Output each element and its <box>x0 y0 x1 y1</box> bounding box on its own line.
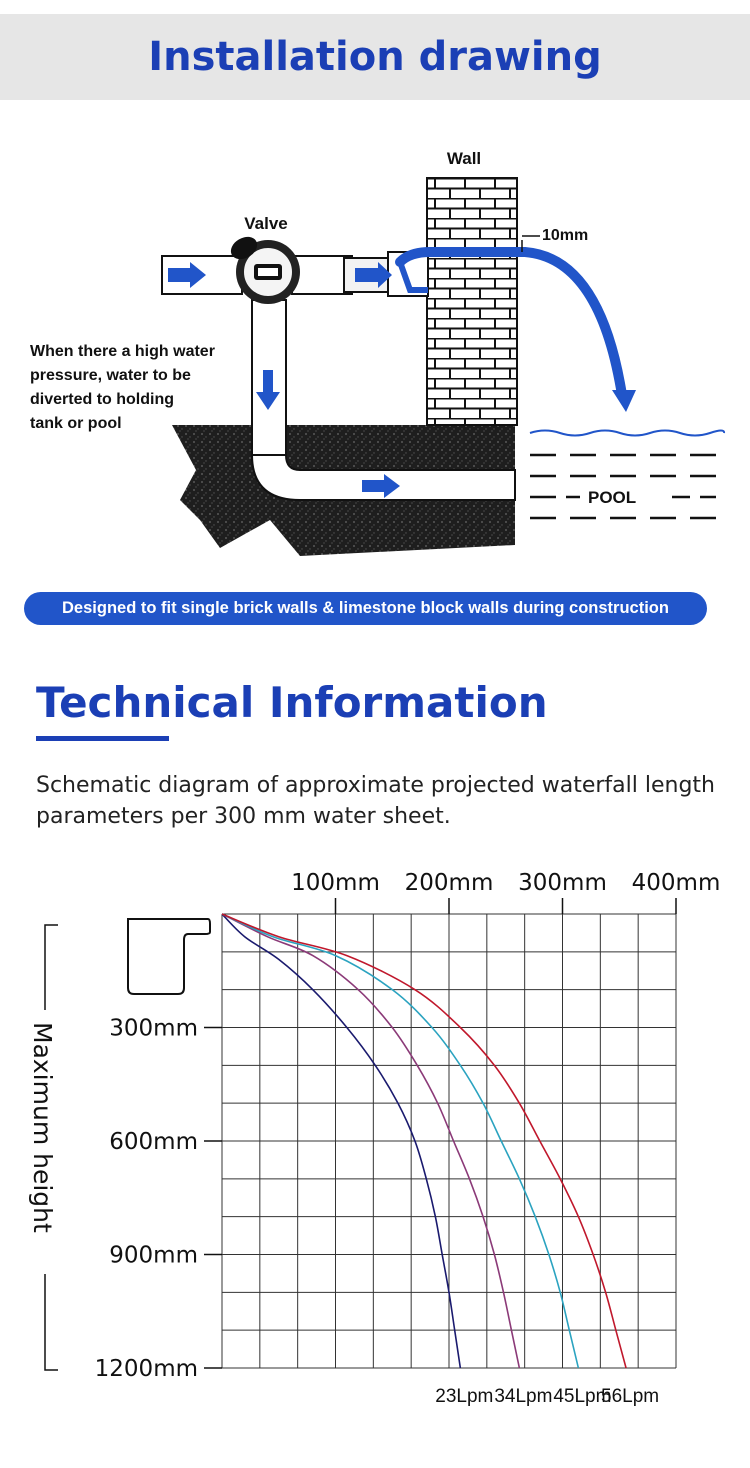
fall-arrow-icon <box>612 390 636 412</box>
note-line: When there a high water <box>30 343 215 360</box>
installation-diagram <box>0 110 750 580</box>
caption-banner: Designed to fit single brick walls & limestone block walls during construction <box>24 592 707 625</box>
x-tick-label: 100mm <box>291 870 380 896</box>
note-line: tank or pool <box>30 415 122 432</box>
page-title: Installation drawing <box>148 34 602 80</box>
title-underline <box>36 736 169 741</box>
series-label: 56Lpm <box>601 1386 660 1407</box>
section-description: Schematic diagram of approximate projected waterfall length parameters per 300 mm water sheet. <box>36 773 716 829</box>
y-tick-label: 1200mm <box>94 1356 198 1382</box>
y-tick-label: 600mm <box>109 1129 198 1155</box>
pool-label: POOL <box>588 488 637 507</box>
gap-label: 10mm <box>542 227 589 244</box>
valve-label: Valve <box>244 214 288 233</box>
note-line: diverted to holding <box>30 391 174 408</box>
spillway-icon <box>128 919 210 994</box>
series-label: 34Lpm <box>494 1386 553 1407</box>
brick-wall <box>427 178 517 425</box>
series-label: 45Lpm <box>553 1386 612 1407</box>
section-title: Technical Information <box>36 678 548 727</box>
y-axis-label: Maximum height <box>28 1022 57 1233</box>
x-tick-label: 200mm <box>404 870 494 896</box>
note-line: pressure, water to be <box>30 367 191 384</box>
diversion-note <box>30 343 215 432</box>
wall-label: Wall <box>446 149 482 168</box>
pool-lines <box>530 455 716 518</box>
series-label: 23Lpm <box>435 1386 494 1407</box>
x-tick-label: 400mm <box>631 870 721 896</box>
x-tick-label: 300mm <box>518 870 607 896</box>
waterfall-chart <box>0 860 750 1420</box>
y-tick-label: 300mm <box>109 1015 198 1042</box>
pool-surface <box>530 431 724 436</box>
y-tick-label: 900mm <box>109 1242 198 1269</box>
